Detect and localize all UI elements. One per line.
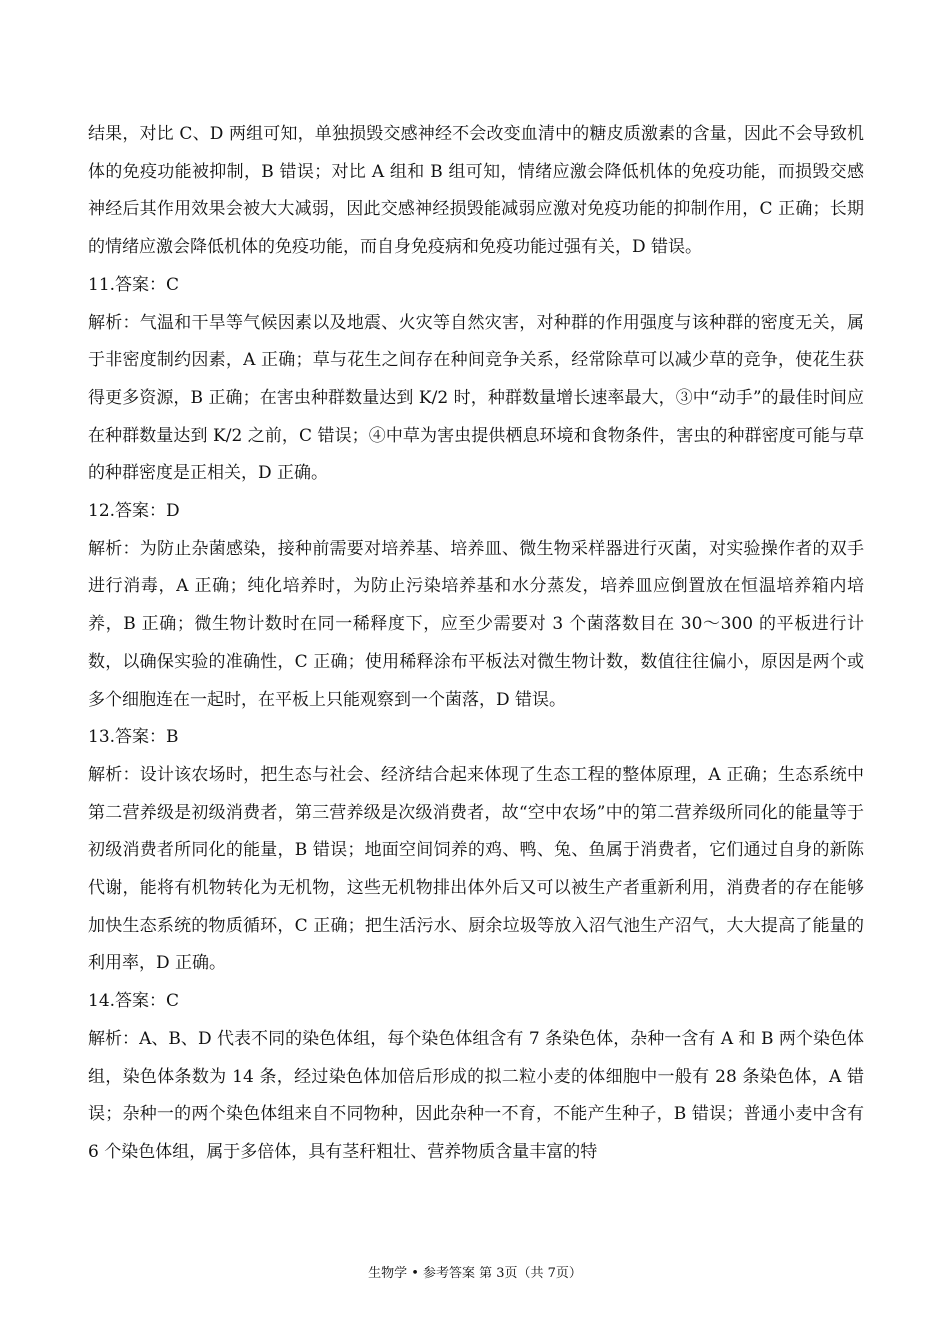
answer-heading-13: 13.答案：B <box>88 727 179 748</box>
explanation-14: 解析：A、B、D 代表不同的染色体组，每个染色体组含有 7 条染色体，杂种一含有 A 和 B 两个染色体组，染色体条数为 14 条，经过染色体加倍后形成的拟二粒小麦的体细胞中一般有 28 条染色体，A 错误；杂种一的两个染色体组来自不同物种，因此杂种一不育，不能产生种子，B 错误；普通小麦中含有 6 个染色体组，属于多倍体，具有茎秆粗壮、营养物质含量丰富的特 <box>88 1028 864 1162</box>
answer-content <box>88 116 864 1172</box>
answer-heading-11: 11.答案：C <box>88 274 180 295</box>
explanation-13: 解析：设计该农场时，把生态与社会、经济结合起来体现了生态工程的整体原理，A 正确；生态系统中第二营养级是初级消费者，第三营养级是次级消费者，故“空中农场”中的第二营养级所同化的能量等于初级消费者所同化的能量，B 错误；地面空间饲养的鸡、鸭、兔、鱼属于消费者，它们通过自身的新陈代谢，能将有机物转化为无机物，这些无机物排出体外后又可以被生产者重新利用，消费者的存在能够加快生态系统的物质循环，C 正确；把生活污水、厨余垃圾等放入沼气池生产沼气，大大提高了能量的利用率，D 正确。 <box>88 764 864 974</box>
page-footer: 生物学 • 参考答案 第 3页（共 7页） <box>368 1266 582 1281</box>
explanation-12: 解析：为防止杂菌感染，接种前需要对培养基、培养皿、微生物采样器进行灭菌，对实验操作者的双手进行消毒，A 正确；纯化培养时，为防止污染培养基和水分蒸发，培养皿应倒置放在恒温培养箱内培养，B 正确；微生物计数时在同一稀释度下，应至少需要对 3 个菌落数目在 30～300 的平板进行计数，以确保实验的准确性，C 正确；使用稀释涂布平板法对微生物计数，数值往往偏小，原因是两个或多个细胞连在一起时，在平板上只能观察到一个菌落，D 错误。 <box>88 538 864 710</box>
explanation-11: 解析：气温和干旱等气候因素以及地震、火灾等自然灾害，对种群的作用强度与该种群的密度无关，属于非密度制约因素，A 正确；草与花生之间存在种间竞争关系，经常除草可以减少草的竞争，使花生获得更多资源，B 正确；在害虫种群数量达到 K/2 时，种群数量增长速率最大，③中“动手”的最佳时间应在种群数量达到 K/2 之前，C 错误；④中草为害虫提供栖息环境和食物条件，害虫的种群密度可能与草的种群密度是正相关，D 正确。 <box>88 312 864 484</box>
answer-heading-12: 12.答案：D <box>88 501 180 522</box>
answer-heading-14: 14.答案：C <box>88 991 180 1012</box>
paragraph-q10-continued: 结果，对比 C、D 两组可知，单独损毁交感神经不会改变血清中的糖皮质激素的含量，因此不会导致机体的免疫功能被抑制，B 错误；对比 A 组和 B 组可知，情绪应激会降低机体的免疫功能，而损毁交感神经后其作用效果会被大大减弱，因此交感神经损毁能减弱应激对免疫功能的抑制作用，C 正确；长期的情绪应激会降低机体的免疫功能，而自身免疫病和免疫功能过强有关，D 错误。 <box>88 124 864 258</box>
